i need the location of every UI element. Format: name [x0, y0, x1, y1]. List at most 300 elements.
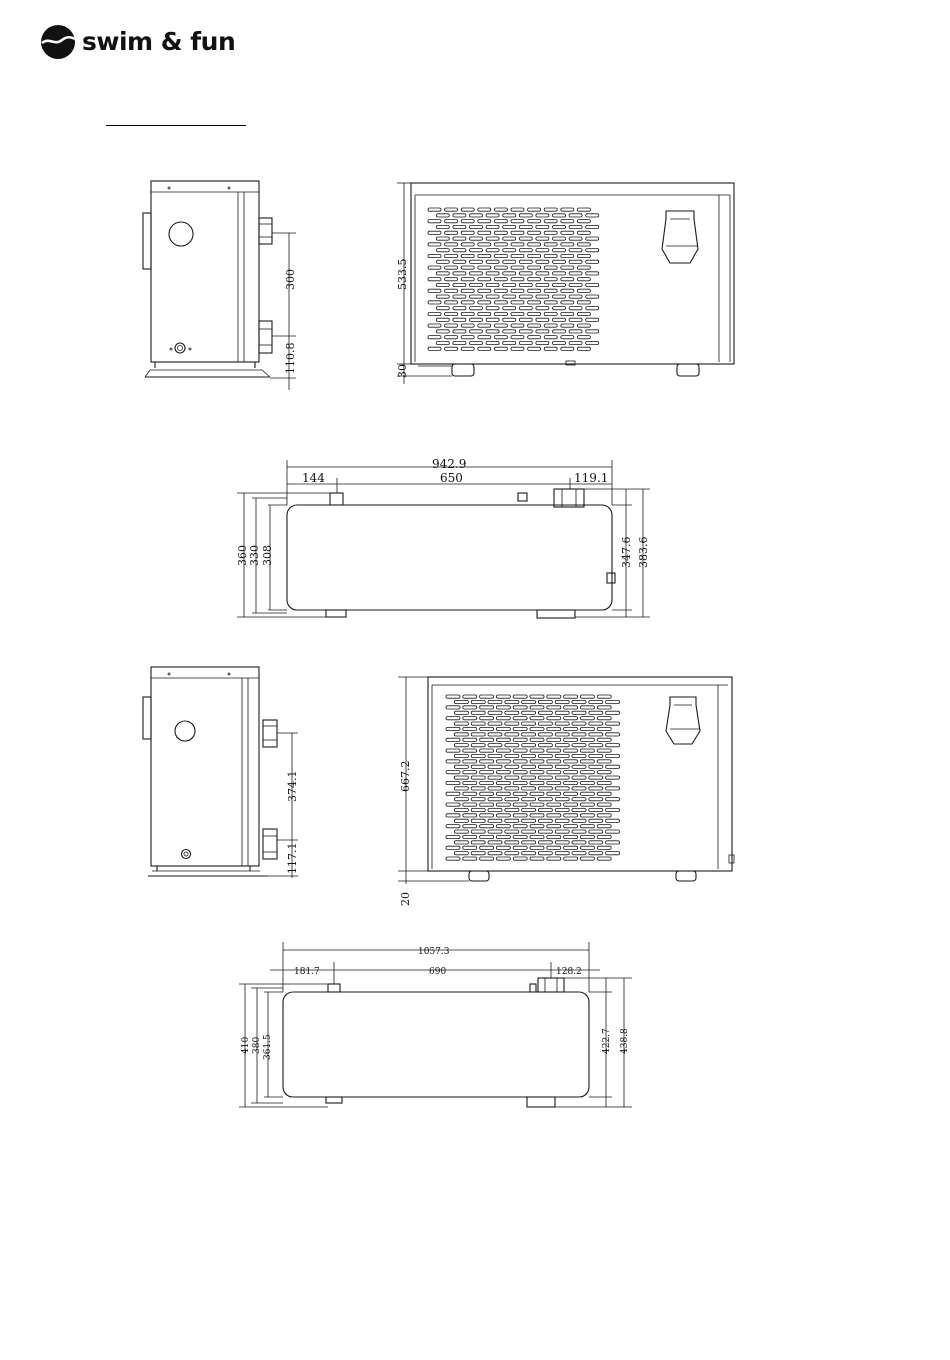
grille-slot: [436, 225, 449, 228]
grille-slot: [513, 814, 527, 817]
grille-slot: [597, 835, 611, 838]
grille-slot: [494, 266, 507, 269]
grille-slot: [470, 307, 483, 310]
grille-slot: [478, 312, 491, 315]
grille-slot: [486, 260, 499, 263]
grille-slot: [453, 214, 466, 217]
grille-slot: [577, 336, 590, 339]
grille-slot: [597, 749, 611, 752]
grille-slot: [522, 808, 536, 811]
grille-slot: [436, 249, 449, 252]
grille-slot: [494, 324, 507, 327]
grille-slot: [488, 830, 502, 833]
grille-slot: [530, 738, 544, 741]
grille-slot: [494, 347, 507, 350]
small-side-view: [143, 181, 297, 390]
grille-slot: [597, 825, 611, 828]
grille-slot: [606, 852, 620, 855]
grille-slot: [454, 852, 468, 855]
grille-slot: [586, 283, 599, 286]
grille-slot: [470, 295, 483, 298]
grille-slot: [522, 841, 536, 844]
grille-slot: [480, 803, 494, 806]
grille-slot: [511, 347, 524, 350]
grille-slot: [530, 727, 544, 730]
grille-slot: [471, 808, 485, 811]
grille-slot: [572, 819, 586, 822]
grille-slot: [519, 295, 532, 298]
grille-slot: [463, 749, 477, 752]
grille-slot: [494, 231, 507, 234]
grille-slot: [446, 781, 460, 784]
grille-slot: [522, 754, 536, 757]
grille-slot: [461, 220, 474, 223]
grille-slot: [597, 717, 611, 720]
grille-slot: [480, 781, 494, 784]
grille-slot: [569, 260, 582, 263]
grille-slot: [606, 711, 620, 714]
grille-slot: [480, 814, 494, 817]
grille-slot: [480, 771, 494, 774]
grille-slot: [480, 835, 494, 838]
grille-slot: [494, 336, 507, 339]
grille-slot: [589, 733, 603, 736]
grille-slot: [480, 857, 494, 860]
grille-slot: [538, 808, 552, 811]
grille-slot: [519, 260, 532, 263]
grille-slot: [505, 754, 519, 757]
grille-slot: [547, 835, 561, 838]
grille-slot: [478, 289, 491, 292]
grille-slot: [589, 830, 603, 833]
large-top-dim-410: 410: [241, 1036, 251, 1054]
grille-slot: [536, 341, 549, 344]
grille-slot: [428, 301, 441, 304]
large-front-dim-20: 20: [399, 892, 412, 906]
grille-slot: [528, 289, 541, 292]
grille-slot: [496, 695, 510, 698]
grille-slot: [572, 808, 586, 811]
grille-slot: [446, 738, 460, 741]
grille-slot: [564, 749, 578, 752]
grille-slot: [564, 825, 578, 828]
grille-slot: [480, 825, 494, 828]
grille-slot: [606, 841, 620, 844]
grille-slot: [547, 846, 561, 849]
grille-slot: [547, 717, 561, 720]
grille-slot: [547, 738, 561, 741]
grille-slot: [538, 711, 552, 714]
grille-slot: [528, 336, 541, 339]
grille-slot: [505, 841, 519, 844]
grille-slot: [496, 738, 510, 741]
grille-slot: [503, 307, 516, 310]
grille-slot: [580, 803, 594, 806]
grille-slot: [606, 808, 620, 811]
grille-slot: [606, 744, 620, 747]
grille-slot: [470, 225, 483, 228]
grille-slot: [530, 857, 544, 860]
grille-slot: [453, 260, 466, 263]
grille-slot: [547, 771, 561, 774]
grille-slot: [488, 787, 502, 790]
grille-slot: [488, 852, 502, 855]
grille-slot: [470, 283, 483, 286]
grille-slot: [597, 695, 611, 698]
grille-slot: [454, 776, 468, 779]
grille-slot: [463, 825, 477, 828]
grille-slot: [428, 266, 441, 269]
grille-slot: [505, 733, 519, 736]
grille-slot: [480, 846, 494, 849]
grille-slot: [569, 330, 582, 333]
grille-slot: [555, 787, 569, 790]
grille-slot: [530, 835, 544, 838]
grille-slot: [544, 301, 557, 304]
grille-slot: [519, 225, 532, 228]
grille-slot: [561, 347, 574, 350]
grille-slot: [547, 706, 561, 709]
grille-slot: [538, 722, 552, 725]
grille-slot: [597, 771, 611, 774]
grille-slot: [538, 841, 552, 844]
grille-slot: [553, 283, 566, 286]
grille-slot: [555, 808, 569, 811]
grille-slot: [522, 787, 536, 790]
grille-slot: [589, 722, 603, 725]
grille-slot: [586, 341, 599, 344]
grille-slot: [488, 808, 502, 811]
grille-slot: [555, 765, 569, 768]
grille-slot: [454, 722, 468, 725]
grille-slot: [505, 819, 519, 822]
grille-slot: [538, 776, 552, 779]
grille-slot: [569, 214, 582, 217]
grille-slot: [478, 347, 491, 350]
grille-slot: [561, 278, 574, 281]
grille-slot: [597, 781, 611, 784]
grille-slot: [544, 220, 557, 223]
grille-slot: [478, 254, 491, 257]
grille-slot: [445, 254, 458, 257]
grille-slot: [471, 819, 485, 822]
grille-slot: [445, 301, 458, 304]
grille-slot: [586, 272, 599, 275]
brand-name: swim & fun: [82, 27, 236, 56]
grille-slot: [488, 722, 502, 725]
grille-slot: [572, 787, 586, 790]
small-top-dim-360: 360: [236, 545, 249, 566]
grille-slot: [572, 733, 586, 736]
grille-slot: [528, 254, 541, 257]
grille-slot: [589, 776, 603, 779]
grille-slot: [544, 347, 557, 350]
grille-slot: [544, 231, 557, 234]
grille-slot: [536, 237, 549, 240]
grille-slot: [505, 852, 519, 855]
grille-slot: [553, 341, 566, 344]
grille-slot: [572, 744, 586, 747]
grille-slot: [513, 760, 527, 763]
grille-slot: [505, 787, 519, 790]
grille-slot: [569, 283, 582, 286]
grille-slot: [453, 295, 466, 298]
grille-slot: [445, 266, 458, 269]
grille-slot: [436, 237, 449, 240]
grille-slot: [445, 208, 458, 211]
grille-slot: [564, 695, 578, 698]
grille-slot: [453, 272, 466, 275]
grille-slot: [519, 318, 532, 321]
small-top-dim-383-6: 383.6: [637, 536, 650, 568]
grille-slot: [530, 760, 544, 763]
grille-slot: [577, 289, 590, 292]
grille-slot: [446, 760, 460, 763]
grille-slot: [513, 717, 527, 720]
grille-slot: [486, 283, 499, 286]
small-top-dim-942-9: 942.9: [432, 457, 467, 471]
grille-slot: [488, 819, 502, 822]
grille-slot: [461, 336, 474, 339]
grille-slot: [461, 289, 474, 292]
grille-slot: [577, 243, 590, 246]
grille-slot: [522, 798, 536, 801]
grille-slot: [569, 295, 582, 298]
grille-slot: [519, 341, 532, 344]
grille-slot: [513, 835, 527, 838]
grille-slot: [577, 301, 590, 304]
grille-slot: [503, 318, 516, 321]
grille-slot: [544, 278, 557, 281]
grille-slot: [446, 814, 460, 817]
grille-slot: [471, 733, 485, 736]
grille-slot: [480, 727, 494, 730]
grille-slot: [538, 733, 552, 736]
grille-slot: [446, 717, 460, 720]
grille-slot: [505, 776, 519, 779]
grille-slot: [453, 237, 466, 240]
grille-slot: [522, 776, 536, 779]
grille-slot: [446, 695, 460, 698]
grille-slot: [428, 336, 441, 339]
grille-slot: [586, 249, 599, 252]
grille-slot: [580, 857, 594, 860]
grille-slot: [538, 798, 552, 801]
grille-slot: [428, 278, 441, 281]
grille-slot: [478, 208, 491, 211]
grille-slot: [555, 733, 569, 736]
small-top-dim-144: 144: [302, 471, 325, 485]
grille-slot: [544, 336, 557, 339]
grille-slot: [436, 341, 449, 344]
grille-slot: [428, 312, 441, 315]
grille-slot: [486, 249, 499, 252]
grille-slot: [544, 289, 557, 292]
large-side-view: [143, 667, 299, 878]
grille-slot: [564, 792, 578, 795]
grille-slot: [461, 278, 474, 281]
grille-slot: [436, 214, 449, 217]
grille-slot: [446, 706, 460, 709]
grille-slot: [471, 744, 485, 747]
grille-slot: [530, 846, 544, 849]
grille-slot: [486, 341, 499, 344]
grille-slot: [503, 272, 516, 275]
grille-slot: [471, 765, 485, 768]
grille-slot: [503, 295, 516, 298]
grille-slot: [569, 318, 582, 321]
grille-slot: [536, 249, 549, 252]
grille-slot: [488, 765, 502, 768]
grille-slot: [572, 765, 586, 768]
grille-slot: [589, 787, 603, 790]
grille-slot: [555, 754, 569, 757]
grille-slot: [547, 803, 561, 806]
grille-slot: [511, 324, 524, 327]
grille-slot: [470, 249, 483, 252]
grille-slot: [513, 738, 527, 741]
grille-slot: [606, 787, 620, 790]
grille-slot: [471, 787, 485, 790]
grille-slot: [555, 744, 569, 747]
grille-slot: [503, 283, 516, 286]
grille-slot: [561, 231, 574, 234]
grille-slot: [577, 312, 590, 315]
grille-slot: [453, 249, 466, 252]
grille-slot: [488, 700, 502, 703]
grille-slot: [496, 706, 510, 709]
grille-slot: [470, 341, 483, 344]
grille-slot: [597, 803, 611, 806]
grille-slot: [494, 243, 507, 246]
grille-slot: [528, 220, 541, 223]
grille-slot: [471, 798, 485, 801]
grille-slot: [555, 798, 569, 801]
grille-slot: [519, 307, 532, 310]
grille-slot: [478, 278, 491, 281]
grille-slot: [528, 266, 541, 269]
grille-slot: [471, 776, 485, 779]
grille-slot: [471, 841, 485, 844]
grille-slot: [463, 695, 477, 698]
small-side-dim-300: 300: [284, 269, 297, 290]
grille-slot: [572, 754, 586, 757]
grille-slot: [454, 700, 468, 703]
grille-slot: [555, 819, 569, 822]
grille-slot: [454, 808, 468, 811]
grille-slot: [446, 749, 460, 752]
grille-slot: [561, 266, 574, 269]
grille-slot: [522, 733, 536, 736]
grille-slot: [553, 260, 566, 263]
grille-slot: [580, 749, 594, 752]
grille-slot: [569, 341, 582, 344]
grille-slot: [597, 727, 611, 730]
grille-slot: [503, 249, 516, 252]
grille-slot: [538, 787, 552, 790]
grille-slot: [577, 324, 590, 327]
grille-slot: [553, 225, 566, 228]
grille-slot: [496, 846, 510, 849]
grille-slot: [577, 254, 590, 257]
grille-slot: [519, 214, 532, 217]
grille-slot: [470, 330, 483, 333]
grille-slot: [505, 744, 519, 747]
grille-slot: [589, 798, 603, 801]
grille-slot: [480, 706, 494, 709]
grille-slot: [555, 841, 569, 844]
grille-slot: [547, 825, 561, 828]
grille-slot: [446, 835, 460, 838]
grille-slot: [471, 722, 485, 725]
grille-slot: [561, 208, 574, 211]
grille-slot: [564, 727, 578, 730]
grille-slot: [505, 700, 519, 703]
grille-slot: [522, 700, 536, 703]
grille-slot: [589, 819, 603, 822]
grille-slot: [586, 295, 599, 298]
grille-slot: [536, 307, 549, 310]
grille-slot: [544, 243, 557, 246]
grille-slot: [480, 717, 494, 720]
grille-slot: [522, 711, 536, 714]
grille-slot: [454, 754, 468, 757]
grille-slot: [522, 722, 536, 725]
grille-slot: [461, 301, 474, 304]
grille-slot: [580, 835, 594, 838]
large-top-dim-361-5: 361.5: [263, 1034, 273, 1060]
grille-slot: [536, 214, 549, 217]
grille-slot: [555, 711, 569, 714]
grille-slot: [486, 330, 499, 333]
grille-slot: [463, 727, 477, 730]
grille-slot: [505, 711, 519, 714]
grille-slot: [496, 825, 510, 828]
grille-slot: [428, 208, 441, 211]
grille-slot: [461, 312, 474, 315]
small-top-dim-119-1: 119.1: [574, 471, 609, 485]
grille-slot: [494, 254, 507, 257]
small-front-dim-533-5: 533.5: [396, 258, 409, 290]
grille-slot: [547, 760, 561, 763]
grille-slot: [486, 295, 499, 298]
grille-slot: [536, 225, 549, 228]
grille-slot: [569, 307, 582, 310]
grille-slot: [589, 808, 603, 811]
grille-slot: [538, 819, 552, 822]
grille-slot: [496, 835, 510, 838]
grille-slot: [530, 695, 544, 698]
grille-slot: [496, 781, 510, 784]
grille-slot: [496, 803, 510, 806]
grille-slot: [486, 225, 499, 228]
grille-slot: [580, 727, 594, 730]
grille-slot: [480, 695, 494, 698]
grille-slot: [461, 347, 474, 350]
grille-slot: [572, 798, 586, 801]
grille-slot: [580, 771, 594, 774]
grille-slot: [553, 214, 566, 217]
grille-slot: [577, 220, 590, 223]
grille-slot: [454, 711, 468, 714]
grille-slot: [564, 846, 578, 849]
grille-slot: [513, 781, 527, 784]
grille-slot: [580, 717, 594, 720]
grille-slot: [586, 225, 599, 228]
grille-slot: [597, 706, 611, 709]
grille-slot: [488, 711, 502, 714]
grille-slot: [569, 237, 582, 240]
